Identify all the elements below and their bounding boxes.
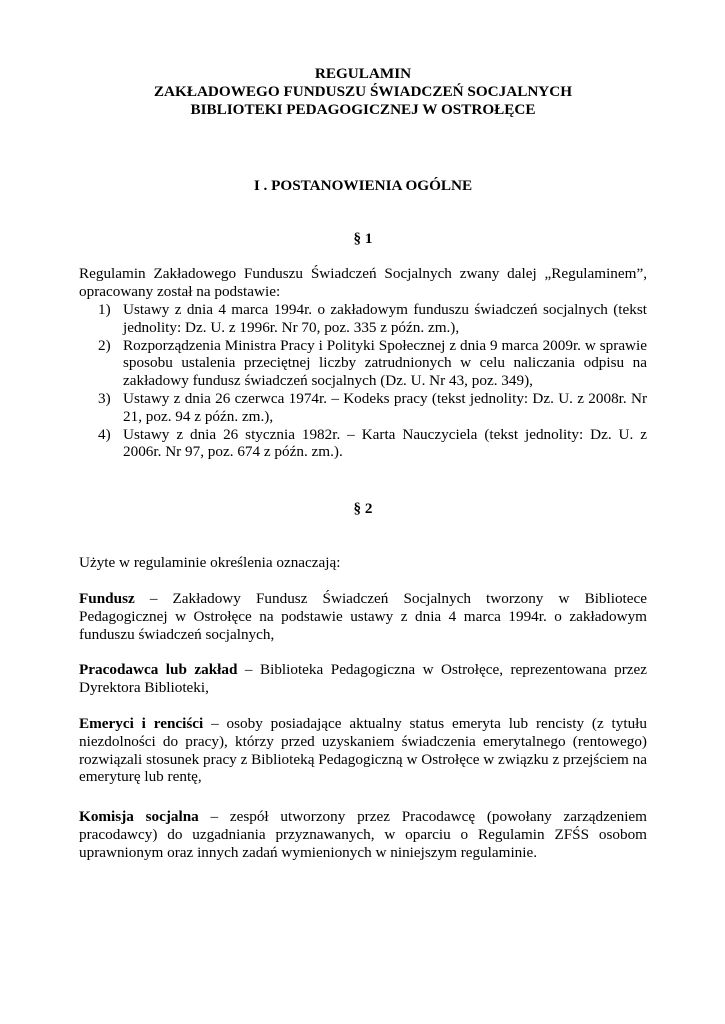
list-item-text: Rozporządzenia Ministra Pracy i Polityki Społecznej z dnia 9 marca 2009r. w sprawie sposobu ustalenia przeciętnej liczby zatrudnionych w celu naliczania odpisu na zakładowy fundusz świadczeń socjalnych (Dz. U. Nr 43, poz. 349), bbox=[123, 336, 647, 390]
document-title bbox=[79, 65, 647, 119]
definition-text: – zespół utworzony przez Pracodawcę (powołany zarządzeniem pracodawcy) do uzgadniania przyznawanych, w oparciu o Regulamin ZFŚS osobom uprawnionym oraz innych zadań wymienionych w niniejszym regulaminie. bbox=[79, 808, 647, 861]
section-1-heading: § 1 bbox=[353, 230, 373, 247]
definition-text: – Biblioteka Pedagogiczna w Ostrołęce, reprezentowana przez Dyrektora Biblioteki, bbox=[79, 661, 647, 696]
legal-basis-list bbox=[79, 301, 647, 461]
section-2-heading: § 2 bbox=[353, 500, 373, 517]
list-item-number: 4) bbox=[98, 425, 111, 443]
definition-emeryci bbox=[79, 715, 647, 786]
title-line-1: REGULAMIN bbox=[314, 65, 412, 82]
list-item-number: 2) bbox=[98, 336, 111, 354]
list-item bbox=[79, 390, 647, 426]
list-item-number: 1) bbox=[98, 301, 111, 318]
section-2-intro: Użyte w regulaminie określenia oznaczają: bbox=[79, 554, 341, 571]
definition-term: Pracodawca lub zakład bbox=[79, 661, 238, 678]
list-item bbox=[79, 426, 647, 462]
definition-term: Emeryci i renciści bbox=[79, 715, 204, 732]
list-item-text: Ustawy z dnia 26 czerwca 1974r. – Kodeks pracy (tekst jednolity: Dz. U. z 2008r. Nr 21, poz. 94 z późn. zm.), bbox=[123, 389, 647, 425]
section-1-intro: Regulamin Zakładowego Funduszu Świadczeń Socjalnych zwany dalej „Regulaminem”, opracowany został na podstawie: bbox=[79, 265, 647, 300]
definition-term: Komisja socjalna bbox=[79, 808, 199, 825]
list-item-text: Ustawy z dnia 4 marca 1994r. o zakładowym funduszu świadczeń socjalnych (tekst jednolity: Dz. U. z 1996r. Nr 70, poz. 335 z późn. zm.), bbox=[123, 301, 647, 336]
list-item-number: 3) bbox=[98, 389, 111, 407]
list-item bbox=[79, 301, 647, 337]
list-item-text: Ustawy z dnia 26 stycznia 1982r. – Karta Nauczyciela (tekst jednolity: Dz. U. z 2006r. Nr 97, poz. 674 z późn. zm.). bbox=[123, 425, 647, 461]
definition-fundusz bbox=[79, 590, 647, 643]
title-line-2: ZAKŁADOWEGO FUNDUSZU ŚWIADCZEŃ SOCJALNYCH bbox=[153, 83, 573, 100]
definition-text: – Zakładowy Fundusz Świadczeń Socjalnych tworzony w Bibliotece Pedagogicznej w Ostrołęce na podstawie ustawy z dnia 4 marca 1994r. o zakładowym funduszu świadczeń socjalnych, bbox=[79, 590, 647, 643]
definition-text: – osoby posiadające aktualny status emeryta lub rencisty (z tytułu niezdolności do pracy), którzy przed uzyskaniem świadczenia emerytalnego (rentowego) rozwiązali stosunek pracy z Biblioteką Pedagogiczną w Ostrołęce w związku z przejściem na emeryturę lub rentę, bbox=[79, 715, 647, 786]
definition-term: Fundusz bbox=[79, 590, 135, 607]
title-line-3: BIBLIOTEKI PEDAGOGICZNEJ W OSTROŁĘCE bbox=[190, 101, 536, 118]
list-item bbox=[79, 337, 647, 390]
definition-komisja bbox=[79, 808, 647, 861]
chapter-heading: I . POSTANOWIENIA OGÓLNE bbox=[253, 177, 473, 194]
definition-pracodawca bbox=[79, 661, 647, 697]
